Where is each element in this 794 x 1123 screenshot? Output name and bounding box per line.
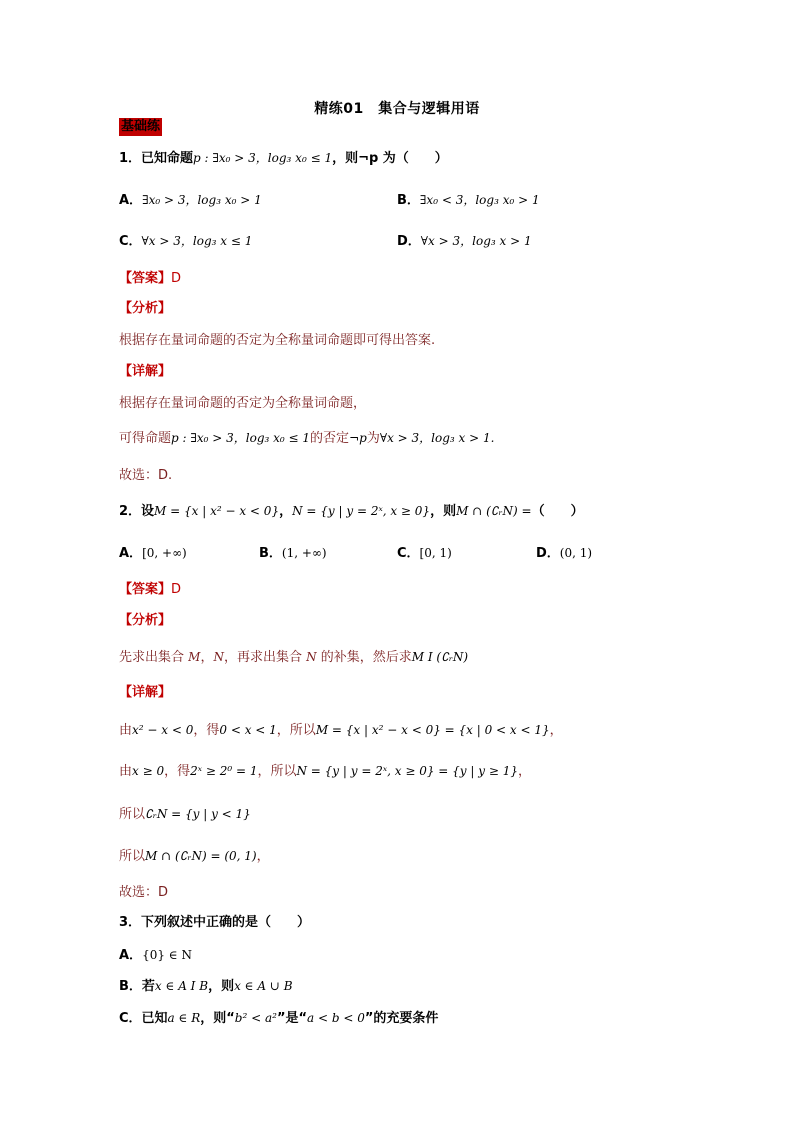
q2-d1-mid: ，得: [193, 723, 220, 738]
q1-option-d: [397, 232, 532, 251]
q1-option-b-math: ∃x₀ < 3，log₃ x₀ > 1: [419, 193, 540, 207]
q1-detail-line2-math3: ∀x > 3，log₃ x > 1.: [379, 431, 495, 445]
q1-detail-line1: 根据存在量词命题的否定为全称量词命题，: [119, 396, 367, 411]
q1-detail-line2-mid2: 为: [366, 431, 380, 446]
q2-detail-label: 【详解】: [119, 685, 172, 700]
q3-option-c: [119, 1009, 438, 1028]
q3-option-b-label: B．若: [119, 979, 155, 994]
q3-option-c-mid2: ”是“: [276, 1011, 308, 1026]
q2-analysis-text: [119, 648, 468, 667]
q2-d2-mid2: ，所以: [257, 764, 297, 779]
q2-answer: [119, 581, 181, 599]
q2-option-c-math: [0, 1): [419, 546, 452, 560]
q1-answer-label: 【答案】: [119, 271, 172, 286]
q3-option-c-math2: b² < a²: [234, 1011, 277, 1025]
q2-analysis-sep1: ，: [200, 650, 214, 665]
q2-stem-prefix: 2．设: [119, 504, 155, 519]
q1-detail-line2-mid: 的否定: [310, 431, 350, 446]
q3-option-b-math1: x ∈ A I B: [154, 979, 209, 993]
q2-option-b-math: (1, +∞): [281, 546, 327, 560]
q2-d3-math: ∁ᵣN = {y | y < 1}: [145, 807, 251, 821]
q1-option-b-label: B．: [397, 193, 420, 208]
q3-option-a-math: {0} ∈ N: [142, 948, 192, 962]
q2-stem-math3: M ∩ (∁ᵣN) =: [456, 504, 532, 518]
q2-conclusion: 故选：D: [119, 885, 169, 900]
q3-option-c-math3: a < b < 0: [307, 1011, 365, 1025]
q2-stem-math1: M = {x | x² − x < 0}: [154, 504, 280, 518]
q2-stem-math2: N = {y | y = 2ˣ, x ≥ 0}: [292, 504, 431, 518]
q1-analysis-label: 【分析】: [119, 301, 172, 316]
q1-analysis-text: 根据存在量词命题的否定为全称量词命题即可得出答案.: [119, 333, 436, 348]
q2-analysis-math: M I (∁ᵣN): [411, 650, 469, 664]
q2-option-d-math: (0, 1): [559, 546, 593, 560]
q2-option-a-math: [0, +∞): [142, 546, 187, 560]
q3-option-a: [119, 946, 192, 965]
q2-d2-prefix: 由: [119, 764, 133, 779]
q2-analysis-M: M: [188, 650, 201, 664]
q2-option-d: [536, 544, 592, 563]
q1-option-a: [119, 191, 262, 210]
q1-stem-math: p : ∃x₀ > 3，log₃ x₀ ≤ 1: [193, 151, 333, 165]
q3-option-c-suffix: ”的充要条件: [364, 1011, 439, 1026]
q2-d1-prefix: 由: [119, 723, 133, 738]
q1-stem-suffix: ，则¬p 为（ ）: [332, 151, 448, 166]
q2-option-c-label: C．: [397, 546, 420, 561]
q2-answer-value: D: [171, 582, 182, 597]
q1-answer: [119, 270, 181, 288]
q2-option-d-label: D．: [536, 546, 560, 561]
q1-option-a-math: ∃x₀ > 3，log₃ x₀ > 1: [142, 193, 262, 207]
q1-option-c-label: C．: [119, 234, 142, 249]
page-title: 精练01 集合与逻辑用语: [314, 101, 480, 117]
q1-detail-line2-prefix: 可得命题: [119, 431, 172, 446]
q2-stem-sep: ，: [279, 504, 293, 519]
q2-option-a: [119, 544, 187, 563]
q3-option-c-mid: ，则“: [200, 1011, 235, 1026]
q2-option-a-label: A．: [119, 546, 143, 561]
q1-option-c: [119, 232, 252, 251]
q2-d2-math3: N = {y | y = 2ˣ, x ≥ 0} = {y | y ≥ 1}: [296, 764, 518, 778]
q2-option-c: [397, 544, 452, 563]
q1-detail-label: 【详解】: [119, 364, 172, 379]
q2-d1-math3: M = {x | x² − x < 0} = {x | 0 < x < 1}: [315, 723, 550, 737]
q1-option-a-label: A．: [119, 193, 143, 208]
q2-d1-math2: 0 < x < 1: [219, 723, 277, 737]
q3-option-a-label: A．: [119, 948, 143, 963]
q3-option-b-math2: x ∈ A ∪ B: [234, 979, 293, 993]
section-tag: 基础练: [121, 119, 161, 134]
q1-stem-prefix: 1．已知命题: [119, 151, 194, 166]
q1-answer-value: D: [171, 271, 182, 286]
q2-analysis-mid: ，再求出集合: [223, 650, 307, 665]
q2-option-b: [259, 544, 327, 563]
q1-option-d-label: D．: [397, 234, 421, 249]
q1-detail-line2-math2: ¬p: [349, 431, 367, 445]
q2-stem-mid: ，则: [430, 504, 457, 519]
q2-analysis-suffix: 的补集，然后求: [316, 650, 412, 665]
q1-detail-line2-math1: p : ∃x₀ > 3，log₃ x₀ ≤ 1: [171, 431, 311, 445]
q3-option-b-mid: ，则: [208, 979, 235, 994]
q1-conclusion: 故选：D.: [119, 468, 173, 483]
q2-d3-prefix: 所以: [119, 807, 146, 822]
q2-d4-suffix: ，: [256, 849, 270, 864]
q2-d2-math1: x ≥ 0: [132, 764, 165, 778]
q2-answer-label: 【答案】: [119, 582, 172, 597]
q2-d2-suffix: ，: [517, 764, 531, 779]
q2-d4-prefix: 所以: [119, 849, 146, 864]
q2-analysis-prefix: 先求出集合: [119, 650, 189, 665]
q2-d1-mid2: ，所以: [276, 723, 316, 738]
q2-stem-suffix: （ ）: [531, 504, 584, 519]
q1-option-c-math: ∀x > 3，log₃ x ≤ 1: [141, 234, 253, 248]
q2-detail-line3: [119, 805, 251, 824]
q2-d1-math1: x² − x < 0: [132, 723, 194, 737]
q2-detail-line1: [119, 721, 563, 740]
q2-d1-suffix: ，: [549, 723, 563, 738]
q3-option-c-label: C．已知: [119, 1011, 168, 1026]
q3-stem: 3．下列叙述中正确的是（ ）: [119, 915, 311, 930]
q1-option-b: [397, 191, 540, 210]
q1-option-d-math: ∀x > 3，log₃ x > 1: [420, 234, 532, 248]
q2-option-b-label: B．: [259, 546, 282, 561]
q1-stem: [119, 149, 448, 168]
q2-stem: [119, 502, 584, 521]
q3-option-c-math1: a ∈ R: [167, 1011, 201, 1025]
q3-option-b: [119, 977, 293, 996]
q2-analysis-label: 【分析】: [119, 613, 172, 628]
q2-d4-math: M ∩ (∁ᵣN) = (0, 1): [145, 849, 257, 863]
q2-detail-line4: [119, 847, 270, 866]
q2-d2-math2: 2ˣ ≥ 2⁰ = 1: [190, 764, 258, 778]
q2-analysis-N2: N: [306, 650, 317, 664]
q1-detail-line2: [119, 429, 494, 448]
q2-d2-mid: ，得: [164, 764, 191, 779]
q2-analysis-N: N: [213, 650, 224, 664]
q2-detail-line2: [119, 762, 531, 781]
